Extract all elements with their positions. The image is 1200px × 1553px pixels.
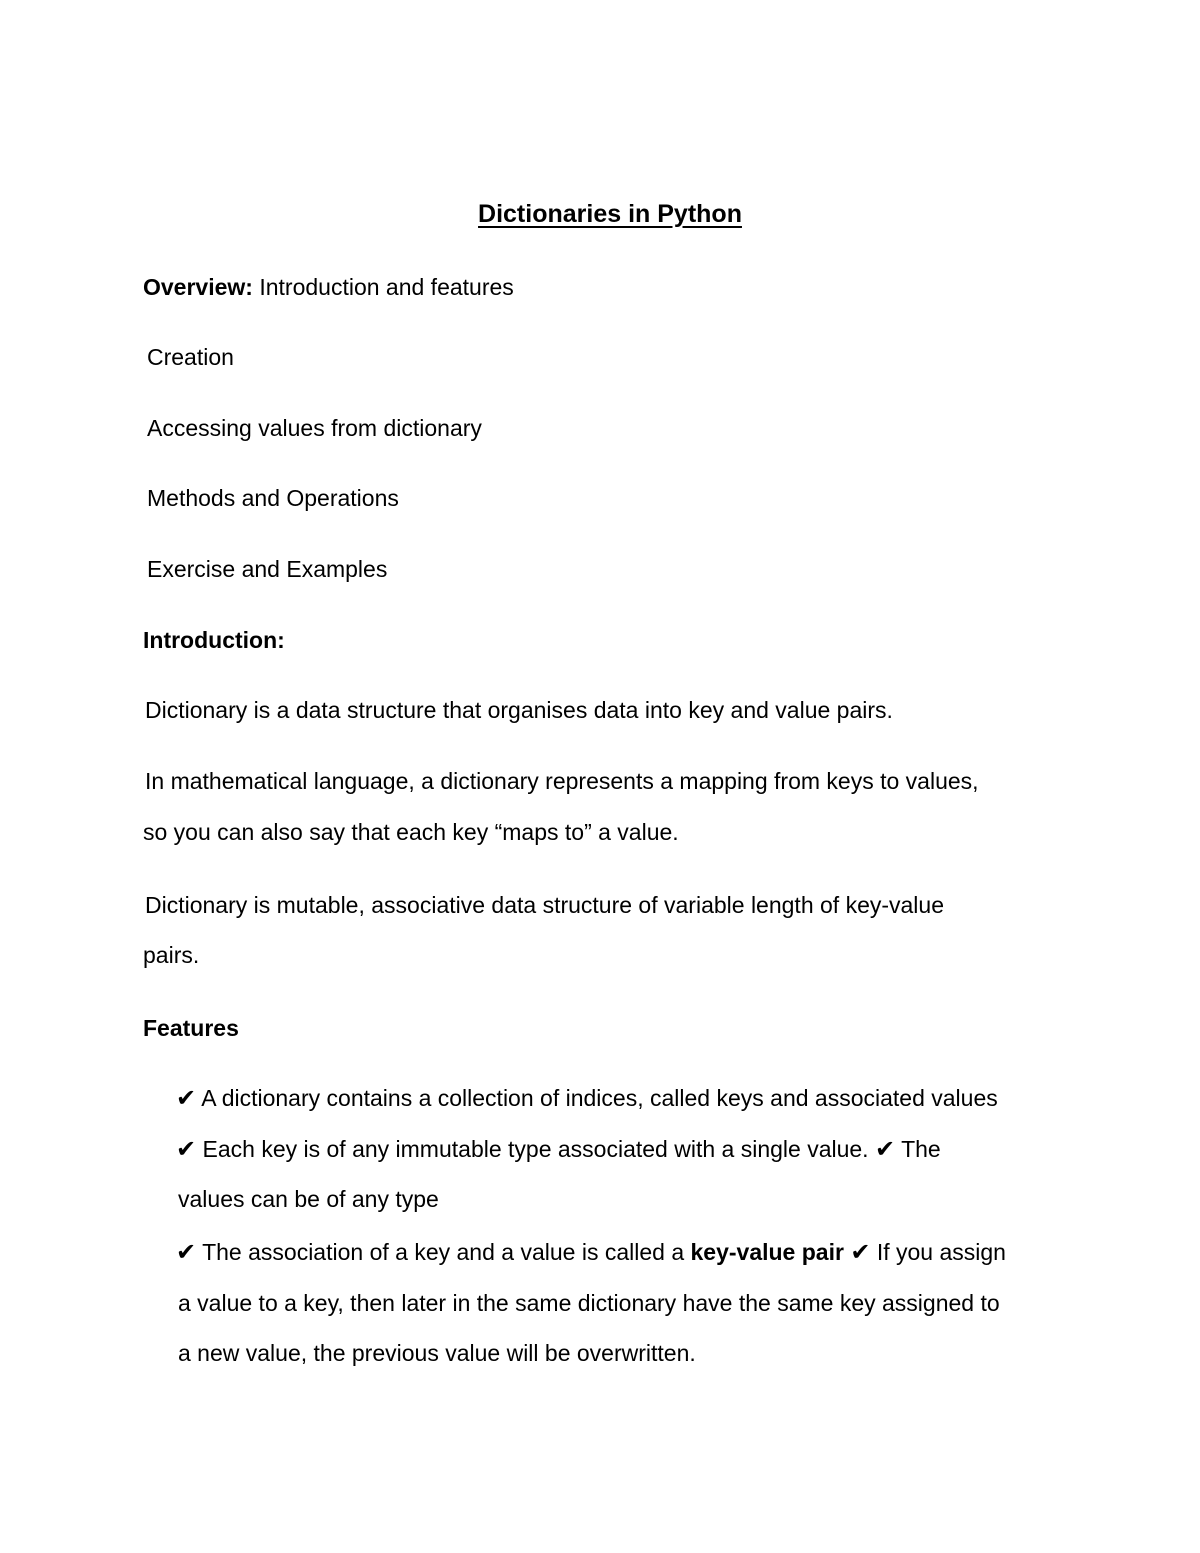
feature-bold-term: key-value pair <box>690 1239 844 1265</box>
checkmark-icon: ✔ <box>850 1238 871 1266</box>
overview-item: Creation <box>147 344 234 370</box>
introduction-paragraph: Dictionary is mutable, associative data structure of variable length of key-value <box>145 892 945 918</box>
feature-line: a value to a key, then later in the same dictionary have the same key assigned to <box>178 1290 1000 1316</box>
feature-text: A dictionary contains a collection of indices, called keys and associated values <box>201 1085 998 1111</box>
feature-text: Each key is of any immutable type associated with a single value. <box>202 1136 869 1162</box>
feature-text: If you assign <box>876 1239 1006 1265</box>
checkmark-icon: ✔ <box>176 1084 197 1112</box>
feature-text: The <box>901 1136 941 1162</box>
overview-label: Overview: <box>143 274 253 300</box>
overview-item: Accessing values from dictionary <box>147 415 482 441</box>
overview-item: Introduction and features <box>259 274 514 300</box>
feature-text: The association of a key and a value is called a <box>202 1239 685 1265</box>
introduction-paragraph: so you can also say that each key “maps to” a value. <box>143 819 679 845</box>
introduction-heading: Introduction: <box>143 627 285 653</box>
checkmark-icon: ✔ <box>176 1238 197 1266</box>
introduction-paragraph: pairs. <box>143 942 200 968</box>
introduction-paragraph: Dictionary is a data structure that organises data into key and value pairs. <box>145 697 893 723</box>
checkmark-icon: ✔ <box>176 1135 197 1163</box>
feature-line: values can be of any type <box>178 1186 439 1212</box>
document-title: Dictionaries in Python <box>478 200 742 228</box>
overview-item: Methods and Operations <box>147 485 399 511</box>
features-heading: Features <box>143 1015 239 1041</box>
overview-line <box>143 272 514 302</box>
feature-line <box>176 1134 941 1164</box>
introduction-paragraph: In mathematical language, a dictionary represents a mapping from keys to values, <box>145 768 979 794</box>
feature-line <box>176 1237 1006 1267</box>
feature-line <box>176 1083 998 1113</box>
overview-item: Exercise and Examples <box>147 556 388 582</box>
feature-line: a new value, the previous value will be overwritten. <box>178 1340 696 1366</box>
checkmark-icon: ✔ <box>874 1135 896 1163</box>
